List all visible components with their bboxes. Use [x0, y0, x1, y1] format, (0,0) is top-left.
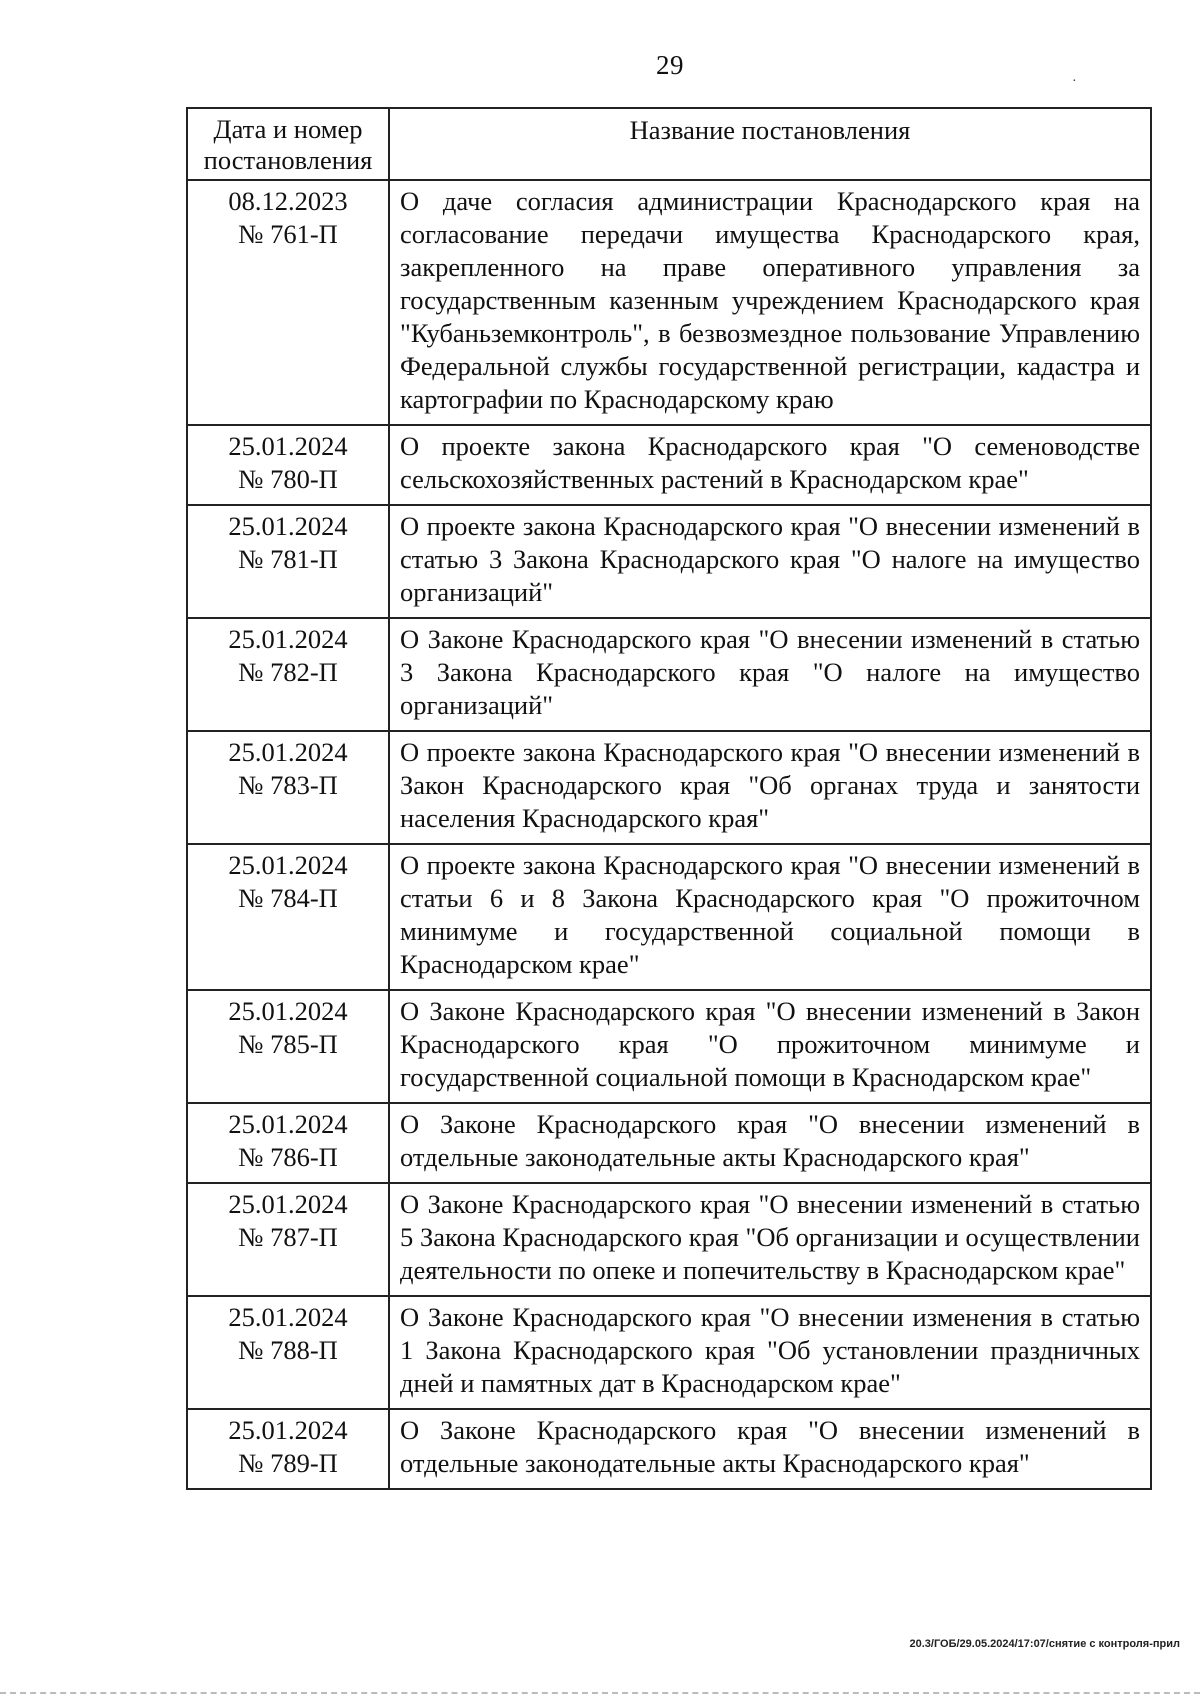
- table-row: [187, 505, 1151, 618]
- decree-number: № 787-П: [238, 1222, 338, 1252]
- decree-number: № 786-П: [238, 1142, 338, 1172]
- decree-number: № 788-П: [238, 1335, 338, 1365]
- decree-title: О Законе Краснодарского края "О внесении изменений в отдельные законодательные акты Краснодарского края": [389, 1409, 1151, 1489]
- table-row: [187, 990, 1151, 1103]
- table-header-row: [187, 108, 1151, 180]
- decree-date-number-cell: [187, 505, 389, 618]
- page-number: 29: [656, 50, 684, 80]
- decree-number: № 780-П: [238, 464, 338, 494]
- decree-number: № 761-П: [238, 219, 338, 249]
- decree-date-number-cell: [187, 425, 389, 505]
- decree-date: 25.01.2024: [228, 624, 348, 654]
- decree-date: 25.01.2024: [228, 1302, 348, 1332]
- decree-date-number-cell: [187, 618, 389, 731]
- table-row: [187, 1183, 1151, 1296]
- decree-title: О проекте закона Краснодарского края "О внесении изменений в статью 3 Закона Краснодарского края "О налоге на имущество организаций": [389, 505, 1151, 618]
- decree-date: 25.01.2024: [228, 737, 348, 767]
- decree-date-number-cell: [187, 990, 389, 1103]
- scan-speck: ·: [1072, 74, 1077, 89]
- decree-date: 25.01.2024: [228, 511, 348, 541]
- decree-title: О Законе Краснодарского края "О внесении изменений в статью 5 Закона Краснодарского края "Об организации и осуществлении деятельности по опеке и попечительству в Краснодарском крае": [389, 1183, 1151, 1296]
- decree-date: 25.01.2024: [228, 1415, 348, 1445]
- header-title: Название постановления: [389, 108, 1151, 180]
- decree-date: 08.12.2023: [228, 186, 348, 216]
- decrees-table-container: [186, 107, 1150, 1490]
- table-row: [187, 844, 1151, 990]
- table-row: [187, 618, 1151, 731]
- decree-date: 25.01.2024: [228, 1109, 348, 1139]
- decree-title: О Законе Краснодарского края "О внесении изменений в статью 3 Закона Краснодарского края "О налоге на имущество организаций": [389, 618, 1151, 731]
- table-row: [187, 1409, 1151, 1489]
- decree-number: № 789-П: [238, 1448, 338, 1478]
- decree-date-number-cell: [187, 1183, 389, 1296]
- decree-date-number-cell: [187, 180, 389, 425]
- decree-number: № 783-П: [238, 770, 338, 800]
- decree-number: № 781-П: [238, 544, 338, 574]
- table-row: [187, 1296, 1151, 1409]
- decree-date-number-cell: [187, 1409, 389, 1489]
- decrees-table: [186, 107, 1152, 1490]
- decree-date-number-cell: [187, 844, 389, 990]
- decree-title: О Законе Краснодарского края "О внесении изменения в статью 1 Закона Краснодарского края "Об установлении праздничных дней и памятных дат в Краснодарском крае": [389, 1296, 1151, 1409]
- decree-title: О проекте закона Краснодарского края "О внесении изменений в статьи 6 и 8 Закона Краснодарского края "О прожиточном минимуме и государственной социальной помощи в Краснодарском крае": [389, 844, 1151, 990]
- decree-date: 25.01.2024: [228, 1189, 348, 1219]
- decree-title: О даче согласия администрации Краснодарского края на согласование передачи имущества Краснодарского края, закрепленного на праве оперативного управления за государственным казенным учреждением Краснодарского края "Кубаньземконтроль", в безвозмездное пользование Управлению Федеральной службы государственной регистрации, кадастра и картографии по Краснодарскому краю: [389, 180, 1151, 425]
- table-row: [187, 731, 1151, 844]
- decree-date: 25.01.2024: [228, 431, 348, 461]
- decree-title: О Законе Краснодарского края "О внесении изменений в Закон Краснодарского края "О прожиточном минимуме и государственной социальной помощи в Краснодарском крае": [389, 990, 1151, 1103]
- decree-title: О Законе Краснодарского края "О внесении изменений в отдельные законодательные акты Краснодарского края": [389, 1103, 1151, 1183]
- decree-date: 25.01.2024: [228, 850, 348, 880]
- decree-title: О проекте закона Краснодарского края "О внесении изменений в Закон Краснодарского края "Об органах труда и занятости населения Краснодарского края": [389, 731, 1151, 844]
- table-row: [187, 425, 1151, 505]
- decree-number: № 784-П: [238, 883, 338, 913]
- scan-edge-line: [0, 1692, 1200, 1694]
- header-date-number: Дата и номер постановления: [187, 108, 389, 180]
- table-row: [187, 1103, 1151, 1183]
- decree-date-number-cell: [187, 1103, 389, 1183]
- decree-number: № 782-П: [238, 657, 338, 687]
- table-row: [187, 180, 1151, 425]
- decree-number: № 785-П: [238, 1029, 338, 1059]
- decree-date-number-cell: [187, 1296, 389, 1409]
- decree-date: 25.01.2024: [228, 996, 348, 1026]
- decree-date-number-cell: [187, 731, 389, 844]
- footer-control-code: 20.3/ГОБ/29.05.2024/17:07/снятие с контроля-прил: [909, 1638, 1180, 1650]
- decree-title: О проекте закона Краснодарского края "О семеноводстве сельскохозяйственных растений в Краснодарском крае": [389, 425, 1151, 505]
